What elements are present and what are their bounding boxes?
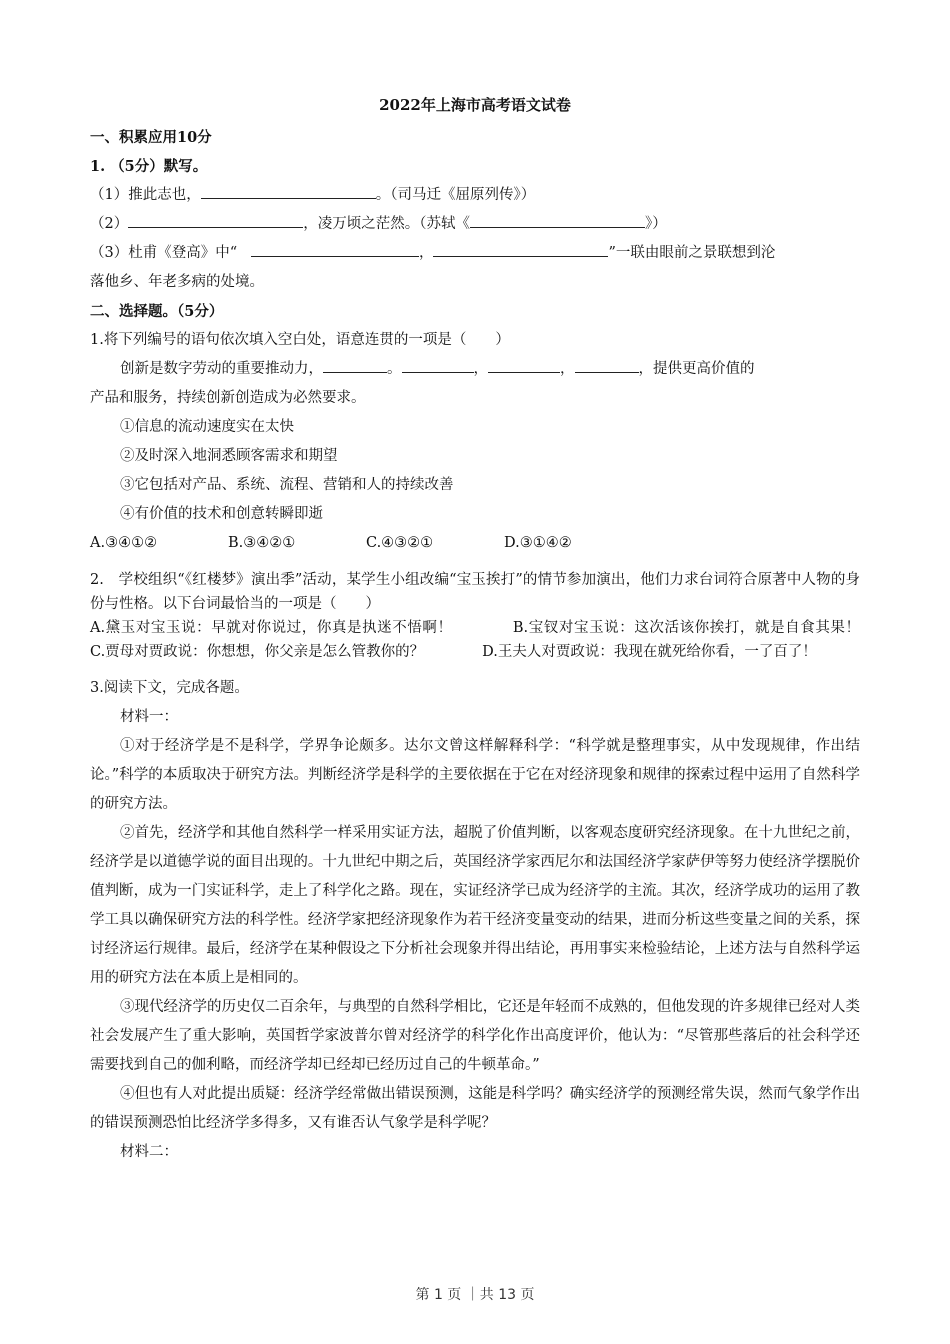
item2-middle: ，凌万顷之茫然。（苏轼《: [303, 216, 470, 232]
item2-suffix: 》）: [644, 216, 667, 232]
q2-1-passage: [90, 355, 860, 384]
separator: ，: [560, 361, 575, 377]
section1-heading: 一、积累应用10分: [90, 129, 212, 146]
q2-2-stem: 2. 学校组织“《红楼梦》演出季”活动，某学生小组改编“宝玉挨打”的情节参加演出，他们力求台词符合原著中人物的身份与性格。以下台词最恰当的一项是（ ）: [90, 572, 860, 612]
fill-blank[interactable]: [488, 357, 560, 373]
answer-blank[interactable]: [470, 212, 645, 228]
material1-paragraph-2: ②首先，经济学和其他自然科学一样采用实证方法，超脱了价值判断，以客观态度研究经济现象。在十九世纪之前，经济学是以道德学说的面目出现的。十九世纪中期之后，英国经济学家西尼尔和法国经济学家萨伊等努力使经济学摆脱价值判断，成为一门实证科学，走上了科学化之路。现在，实证经济学已成为经济学的主流。其次，经济学成功的运用了教学工具以确保研究方法的科学性。经济学家把经济现象作为若干经济变量变动的结果，进而分析这些变量之间的关系，探讨经济运行规律。最后，经济学在某种假设之下分析社会现象并得出结论，再用事实来检验结论，上述方法与自然科学运用的研究方法在本质上是相同的。: [90, 825, 860, 986]
sentence-1: ①信息的流动速度实在太快: [120, 419, 294, 435]
answer-blank[interactable]: [201, 183, 376, 199]
dictation-item-3-cont: 落他乡、年老多病的处境。: [90, 274, 264, 290]
option-d[interactable]: D.③①④②: [504, 535, 572, 551]
answer-blank[interactable]: [128, 212, 303, 228]
section2-heading: 二、选择题。（5分）: [90, 303, 224, 320]
answer-blank[interactable]: [433, 241, 608, 257]
item3-suffix: ”一联由眼前之景联想到沦: [608, 245, 776, 261]
sentence-2: ②及时深入地洞悉顾客需求和期望: [120, 448, 338, 464]
fill-blank[interactable]: [402, 357, 474, 373]
q2-3-stem: 3.阅读下文，完成各题。: [90, 680, 249, 696]
q2-1-stem: 1.将下列编号的语句依次填入空白处，语意连贯的一项是（ ）: [90, 332, 510, 348]
option-c[interactable]: C.④③②①: [366, 535, 434, 551]
dictation-item-2: [90, 210, 860, 239]
material1-label: 材料一：: [120, 709, 178, 725]
page-footer: 第 1 页 ｜共 13 页: [415, 1287, 535, 1303]
item2-prefix: （2）: [90, 216, 129, 232]
material2-label: 材料二：: [120, 1144, 178, 1160]
material1-paragraph-1: ①对于经济学是不是科学，学界争论颇多。达尔文曾这样解释科学：“科学就是整理事实，从中发现规律，作出结论。”科学的本质取决于研究方法。判断经济学是科学的主要依据在于它在对经济现象和规律的探索过程中运用了自然科学的研究方法。: [90, 738, 860, 812]
option-a[interactable]: A.③④①②: [90, 535, 158, 551]
separator: 。: [387, 361, 402, 377]
dictation-item-1: [90, 181, 860, 210]
item1-prefix: （1）推此志也，: [90, 187, 201, 203]
material1-paragraph-3: ③现代经济学的历史仅二百余年，与典型的自然科学相比，它还是年轻而不成熟的，但他发现的许多规律已经对人类社会发展产生了重大影响，英国哲学家波普尔曾对经济学的科学化作出高度评价，他认为：“尽管那些落后的社会科学还需要找到自己的伽利略，而经济学却已经却已经历过自己的牛顿革命。”: [90, 999, 860, 1073]
q2-1-options: [90, 529, 860, 558]
q1-heading: 1. （5分）默写。: [90, 158, 208, 175]
answer-blank[interactable]: [251, 241, 419, 257]
dictation-item-3: [90, 239, 860, 268]
fill-blank[interactable]: [575, 357, 639, 373]
option-b[interactable]: B.③④②①: [228, 535, 296, 551]
item3-middle: ，: [418, 245, 434, 261]
page-content: [90, 95, 918, 1167]
sentence-4: ④有价值的技术和创意转瞬即逝: [120, 506, 323, 522]
material1-paragraph-4: ④但也有人对此提出质疑：经济学经常做出错误预测，这能是科学吗？确实经济学的预测经常失误，然而气象学作出的错误预测恐怕比经济学多得多，又有谁否认气象学是科学呢？: [90, 1086, 860, 1131]
separator: ，: [473, 361, 488, 377]
sentence-3: ③它包括对产品、系统、流程、营销和人的持续改善: [120, 477, 454, 493]
fill-blank[interactable]: [323, 357, 387, 373]
item3-prefix: （3）杜甫《登高》中“: [90, 245, 242, 261]
q2-2-options: A.黛玉对宝玉说：早就对你说过，你真是执迷不悟啊！ B.宝钗对宝玉说：这次活该你挨打，就是自食其果！ C.贾母对贾政说：你想想，你父亲是怎么管教你的？ D.王夫人对贾政说：我现在就死给你看，一了百了！: [90, 620, 918, 660]
document-title: 2022年上海市高考语文试卷: [379, 96, 571, 114]
passage-suffix: ，提供更高价值的: [638, 361, 755, 377]
item1-suffix: 。（司马迁《屈原列传》）: [375, 187, 536, 203]
passage-prefix: 创新是数字劳动的重要推动力，: [120, 361, 323, 377]
q2-1-passage-cont: 产品和服务，持续创新创造成为必然要求。: [90, 390, 366, 406]
